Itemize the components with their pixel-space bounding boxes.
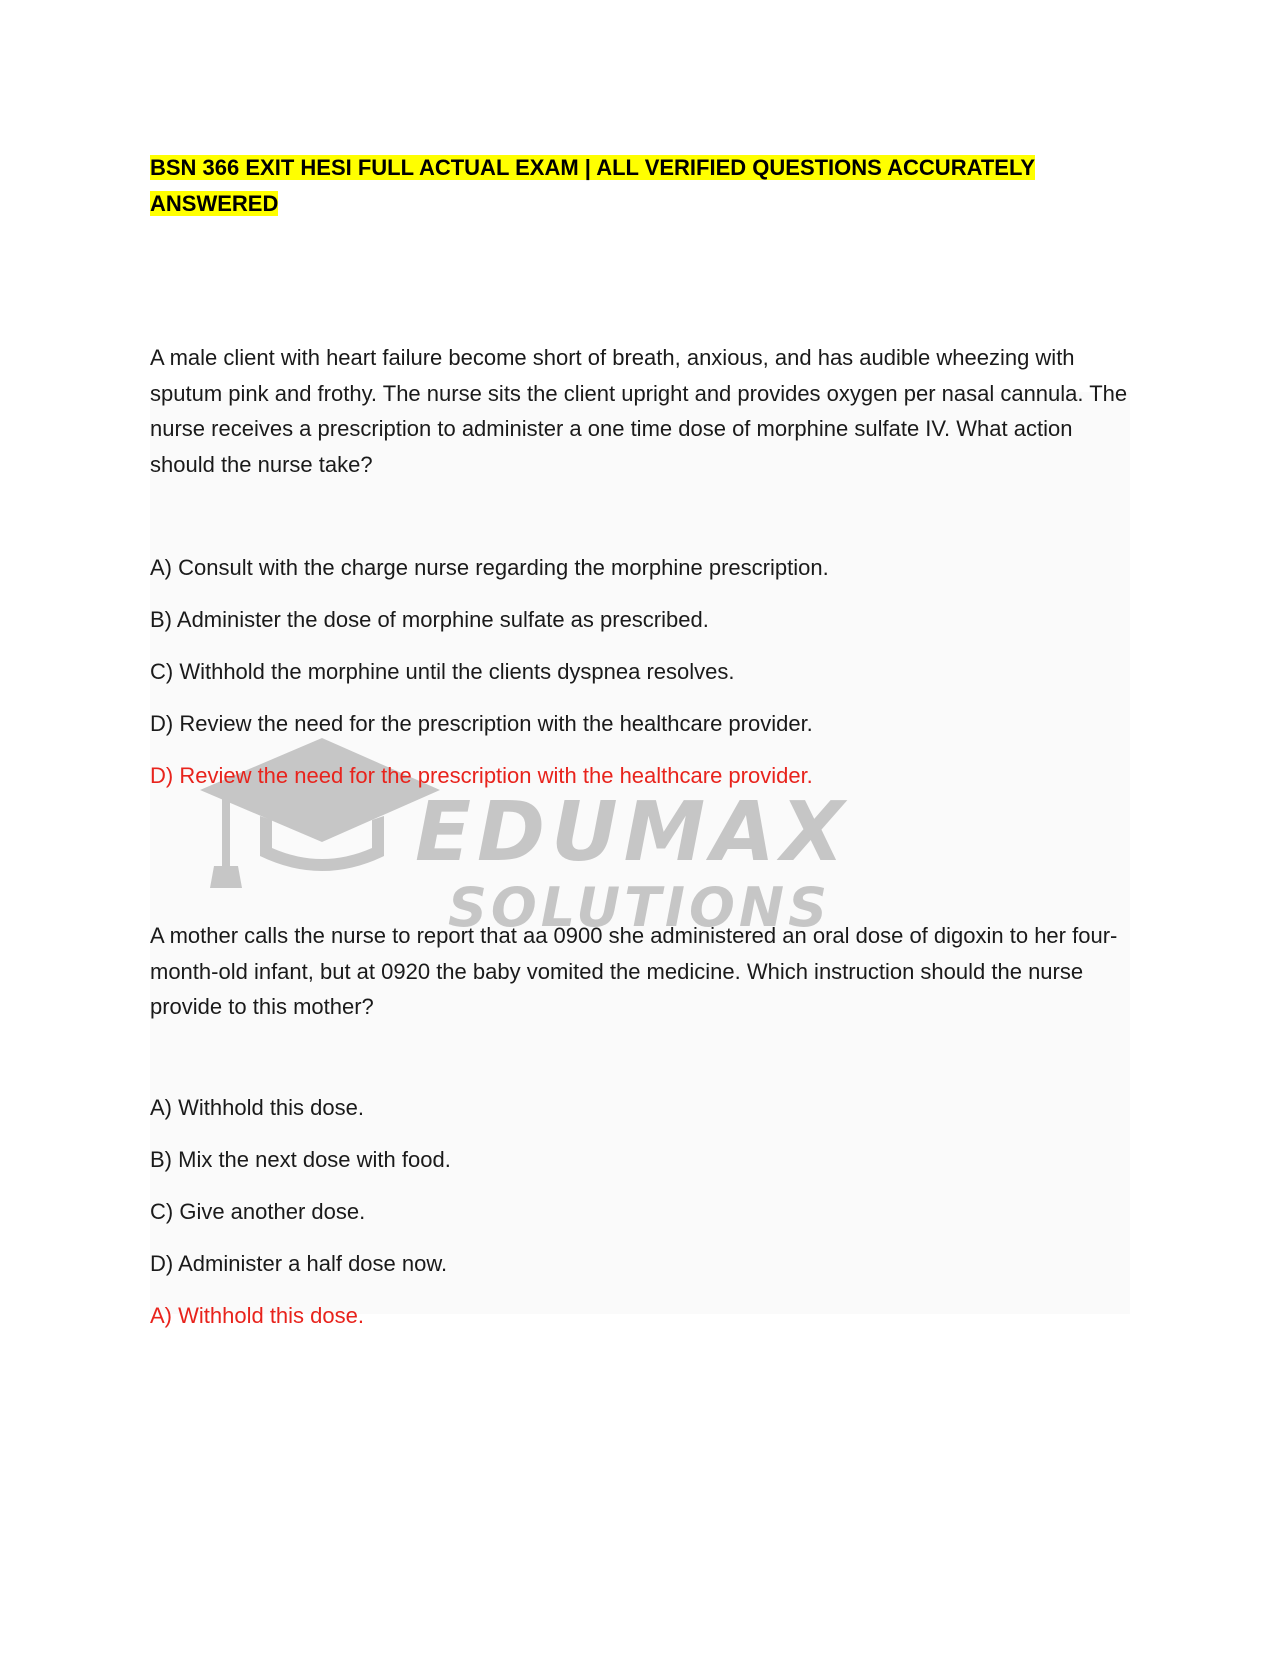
question-2-answer: A) Withhold this dose. xyxy=(150,1303,364,1328)
question-2-text: A mother calls the nurse to report that aa 0900 she administered an oral dose of digoxin to her four-month-old infant, but at 0920 the baby vomited the medicine. Which instruction should the nurse provide to this mother? xyxy=(150,923,1118,1019)
question-1-option-c: C) Withhold the morphine until the clients dyspnea resolves. xyxy=(150,659,735,684)
question-1-option-b: B) Administer the dose of morphine sulfate as prescribed. xyxy=(150,607,709,632)
watermark-line2: SOLUTIONS xyxy=(448,876,832,939)
question-2-option-b: B) Mix the next dose with food. xyxy=(150,1147,451,1172)
question-2-option-d: D) Administer a half dose now. xyxy=(150,1251,448,1276)
question-2-option-a: A) Withhold this dose. xyxy=(150,1095,364,1120)
document-title xyxy=(150,150,1070,222)
question-1-option-d: D) Review the need for the prescription with the healthcare provider. xyxy=(150,711,813,736)
watermark-line1: EDUMAX xyxy=(415,785,850,880)
question-1-option-a: A) Consult with the charge nurse regarding the morphine prescription. xyxy=(150,555,829,580)
title-highlight: BSN 366 EXIT HESI FULL ACTUAL EXAM | ALL VERIFIED QUESTIONS ACCURATELY ANSWERED xyxy=(150,155,1036,216)
question-1-answer: D) Review the need for the prescription with the healthcare provider. xyxy=(150,763,813,788)
question-2-option-c: C) Give another dose. xyxy=(150,1199,366,1224)
question-1-text: A male client with heart failure become short of breath, anxious, and has audible wheezing with sputum pink and frothy. The nurse sits the client upright and provides oxygen per nasal cannula. The nurse receives a prescription to administer a one time dose of morphine sulfate IV. What action should the nurse take? xyxy=(150,345,1128,477)
